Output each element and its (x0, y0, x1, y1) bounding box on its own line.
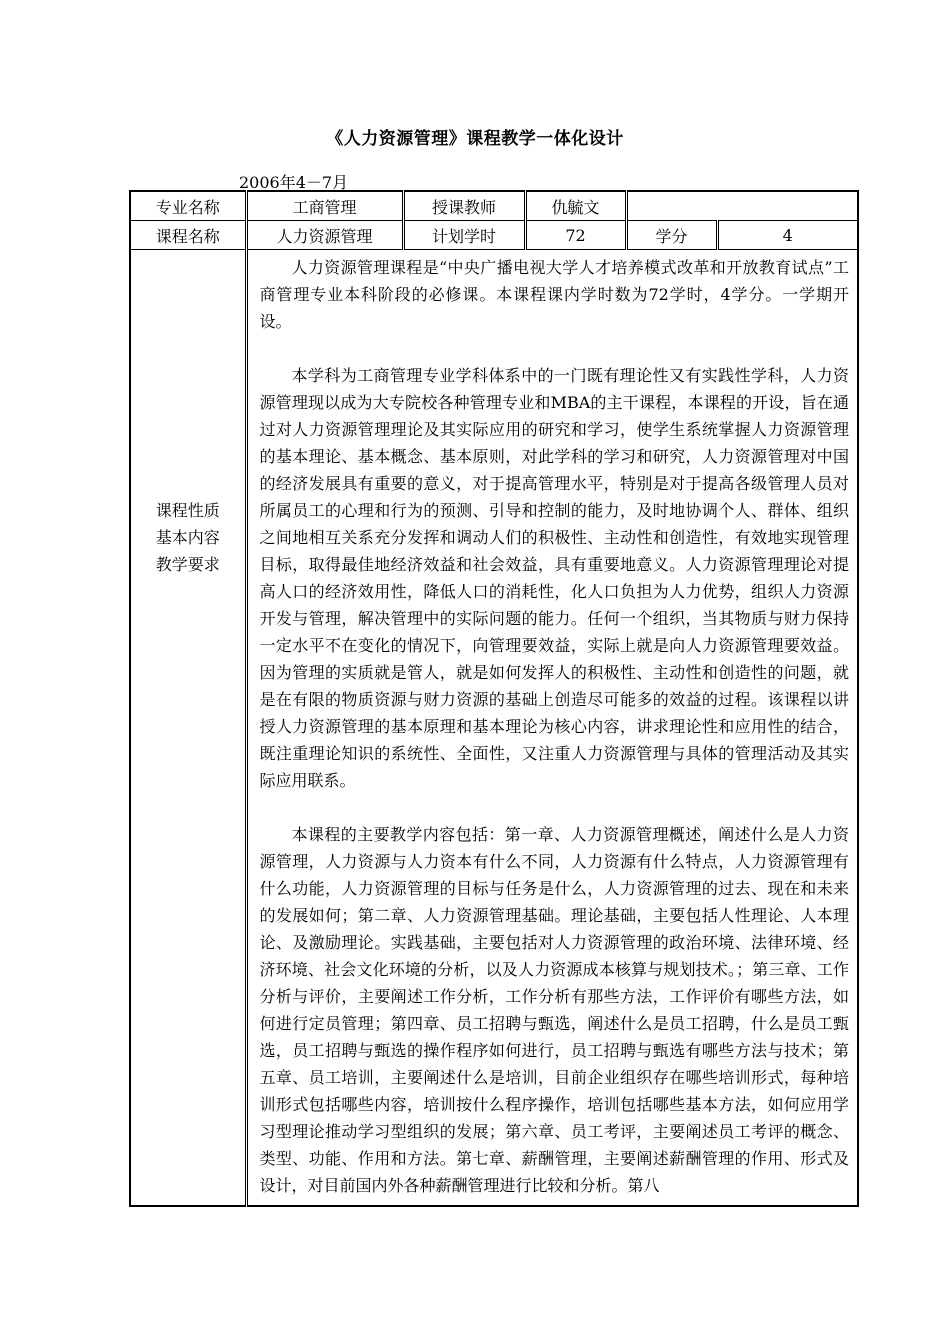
paragraph-3: 本课程的主要教学内容包括：第一章、人力资源管理概述，阐述什么是人力资源管理，人力资源与人力资本有什么不同，人力资源有什么特点，人力资源管理有什么功能，人力资源管理的目标与任务是什么，人力资源管理的过去、现在和未来的发展如何；第二章、人力资源管理基础。理论基础，主要包括人性理论、人本理论、及激励理论。实践基础，主要包括对人力资源管理的政治环境、法律环境、经济环境、社会文化环境的分析，以及人力资源成本核算与规划技术。；第三章、工作分析与评价，主要阐述工作分析，工作分析有那些方法，工作评价有哪些方法，如何进行定员管理；第四章、员工招聘与甄选，阐述什么是员工招聘，什么是员工甄选，员工招聘与甄选的操作程序如何进行，员工招聘与甄选有哪些方法与技术；第五章、员工培训，主要阐述什么是培训，目前企业组织存在哪些培训形式，每种培训形式包括哪些内容，培训按什么程序操作，培训包括哪些基本方法，如何应用学习型理论推动学习型组织的发展；第六章、员工考评，主要阐述员工考评的概念、类型、功能、作用和方法。第七章、薪酬管理，主要阐述薪酬管理的作用、形式及设计，对目前国内外各种薪酬管理进行比较和分析。第八 (259, 825, 849, 1195)
teacher-value: 仇毓文 (525, 191, 626, 221)
paragraph-1: 人力资源管理课程是“中央广播电视大学人才培养模式改革和开放教育试点”工商管理专业本科阶段的必修课。本课程课内学时数为72学时，4学分。一学期开设。 (259, 258, 849, 331)
header-row-2 (130, 221, 858, 250)
hours-value: 72 (525, 221, 626, 250)
course-label: 课程名称 (130, 221, 246, 250)
credit-value: 4 (717, 221, 858, 250)
course-value: 人力资源管理 (246, 221, 403, 250)
section-label-line: 课程性质 (155, 501, 220, 520)
header-row-1 (130, 191, 858, 221)
major-value: 工商管理 (246, 191, 403, 221)
section-label-line: 教学要求 (155, 555, 220, 574)
course-table (129, 190, 859, 1207)
credit-label: 学分 (626, 221, 717, 250)
content-row (130, 250, 858, 1207)
document-title: 《人力资源管理》课程教学一体化设计 (326, 129, 624, 149)
section-content (246, 250, 858, 1207)
paragraph-2: 本学科为工商管理专业学科体系中的一门既有理论性又有实践性学科，人力资源管理现以成为大专院校各种管理专业和MBA的主干课程，本课程的开设，旨在通过对人力资源管理理论及其实际应用的研究和学习，使学生系统掌握人力资源管理的基本理论、基本概念、基本原则，对此学科的学习和研究，人力资源管理对中国的经济发展具有重要的意义，对于提高管理水平，特别是对于提高各级管理人员对所属员工的心理和行为的预测、引导和控制的能力，及时地协调个人、群体、组织之间地相互关系充分发挥和调动人们的积极性、主动性和创造性，有效地实现管理目标，取得最佳地经济效益和社会效益，具有重要地意义。人力资源管理理论对提高人口的经济效用性，降低人口的消耗性，化人口负担为人力优势，组织人力资源开发与管理，解决管理中的实际问题的能力。任何一个组织，当其物质与财力保持一定水平不在变化的情况下，向管理要效益，实际上就是向人力资源管理要效益。因为管理的实质就是管人，就是如何发挥人的积极性、主动性和创造性的问题，就是在有限的物质资源与财力资源的基础上创造尽可能多的效益的过程。该课程以讲授人力资源管理的基本原理和基本理论为核心内容，讲求理论性和应用性的结合，既注重理论知识的系统性、全面性，又注重人力资源管理与具体的管理活动及其实际应用联系。 (259, 366, 849, 790)
section-label-line: 基本内容 (155, 528, 220, 547)
section-label (130, 250, 246, 1207)
hours-label: 计划学时 (403, 221, 525, 250)
date-text: 2006年4－7月 (239, 173, 349, 192)
teacher-label: 授课教师 (403, 191, 525, 221)
major-label: 专业名称 (130, 191, 246, 221)
blank-cell (626, 191, 858, 221)
